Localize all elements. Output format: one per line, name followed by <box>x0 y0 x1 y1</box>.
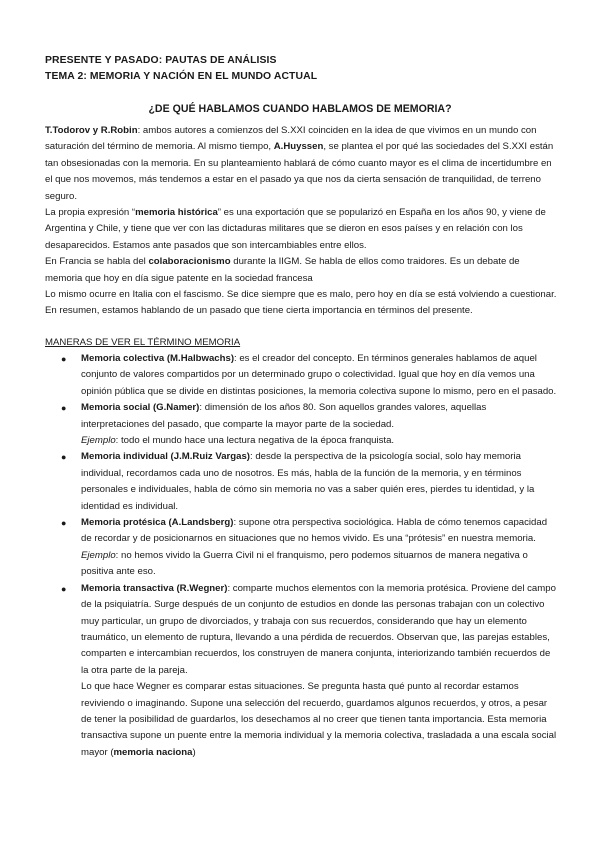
key-term: memoria histórica <box>135 207 218 219</box>
section-heading: MANERAS DE VER EL TÉRMINO MEMORIA <box>45 337 241 348</box>
section-title: ¿DE QUÉ HABLAMOS CUANDO HABLAMOS DE MEMORIA? <box>148 103 452 115</box>
paragraph-italia: Lo mismo ocurre en Italia con el fascismo. Se dice siempre que es malo, pero hoy en día se está volviendo a cuestionar. <box>45 289 557 301</box>
bullet-icon: ● <box>61 354 67 364</box>
list-item: ● Memoria colectiva (M.Halbwachs): es el creador del concepto. En términos generales hablamos de aquel conjunto de valores compartidos por un determinado grupo o colectividad. Igual que hoy en día vemos una opinión pública que se divide en distintas posiciones, la memoria colectiva supone lo mismo, pero en el pasado. <box>61 353 557 397</box>
list-item: ● Memoria individual (J.M.Ruiz Vargas): desde la perspectiva de la psicología social, solo hay memoria individual, recordamos cada uno de nosotros. Es más, habla de la función de la memoria, y en términos personales e individuales, habla de cómo sin memoria no vas a saber quién eres, pierdes tu identidad, y la identidad es individual. <box>61 451 535 512</box>
list-item: ● Memoria protésica (A.Landsberg): supone otra perspectiva sociológica. Habla de cómo tenemos capacidad de recordar y de posicionarnos en situaciones que no hemos vivido. Es una “prótesis” en nuestra memoria. Ejemplo: no hemos vivido la Guerra Civil ni el franquismo, pero podemos situarnos de manera negativa o positiva ante eso. <box>61 517 548 578</box>
bullet-icon: ● <box>61 452 67 463</box>
key-term: colaboracionismo <box>148 256 231 268</box>
paragraph-francia: En Francia se habla del colaboracionismo durante la IIGM. Se habla de ellos como traidores. Es un debate de memoria que hoy en día sigue patente en la sociedad francesa <box>45 256 520 284</box>
paragraph-resumen: En resumen, estamos hablando de un pasado que tiene cierta importancia en términos del presente. <box>45 305 473 317</box>
course-title: PRESENTE Y PASADO: PAUTAS DE ANÁLISIS <box>45 55 277 66</box>
topic-title: TEMA 2: MEMORIA Y NACIÓN EN EL MUNDO ACTUAL <box>45 71 318 82</box>
memory-types-list <box>45 351 557 761</box>
list-item: ● Memoria transactiva (R.Wegner): comparte muchos elementos con la memoria protésica. Proviene del campo de la psiquiatría. Surge después de un conjunto de estudios en donde las personas trabajan con un colectivo muy particular, un grupo de divorciados, y trabaja con sus recuerdos, considerando que hay un elemento traumático, un elemento de ruptura, llevando a una pérdida de recuerdos. Observan que, las parejas estables, comparten e intercambian recuerdos, los construyen de manera conjunta, interiorizando también recuerdos de la otra parte de la pareja. Lo que hace Wegner es comparar estas situaciones. Se pregunta hasta qué punto al recordar estamos reviviendo o imaginando. Supone una selección del recuerdo, guardamos algunos recuerdos, y otros, a pesar de tener la posibilidad de guardarlos, los desechamos al no creer que tienen tanta importancia. Esta memoria transactiva supone un puente entre la memoria individual y la memoria colectiva, trasladada a una escala social mayor (memoria naciona) <box>61 582 557 758</box>
author-name: A.Huyssen <box>273 141 324 153</box>
bullet-icon: ● <box>61 403 67 414</box>
intro-text <box>45 123 557 320</box>
bullet-icon: ● <box>61 518 67 529</box>
bullet-icon: ● <box>61 583 67 594</box>
list-item: ● Memoria social (G.Namer): dimensión de los años 80. Son aquellos grandes valores, aquellas interpretaciones del pasado, que comparte la mayor parte de la sociedad. Ejemplo: todo el mundo hace una lectura negativa de la época franquista. <box>61 402 487 447</box>
paragraph-authors: T.Todorov y R.Robin: ambos autores a comienzos del S.XXI coinciden en la idea de que vivimos en un mundo con saturación del término de memoria. Al mismo tiempo, A.Huyssen, se plantea el por qué las sociedades del S.XXI están tan obsesionadas con la memoria. En su planteamiento hablará de cómo cuanto mayor es el clima de incertidumbre en el que nos movemos, más tendemos a estar en el pasado ya que nos da cierta sensación de tranquilidad, de terreno seguro. <box>45 125 554 202</box>
paragraph-memoria-historica: La propia expresión “memoria histórica” es una exportación que se popularizó en España en los años 90, y viene de Argentina y Chile, y tiene que ver con las dictaduras militares que se dieron en esos países y en relación con los desaparecidos. Estamos ante pasados que son intercambiables entre ellos. <box>45 207 546 251</box>
author-name: T.Todorov y R.Robin <box>45 125 138 136</box>
